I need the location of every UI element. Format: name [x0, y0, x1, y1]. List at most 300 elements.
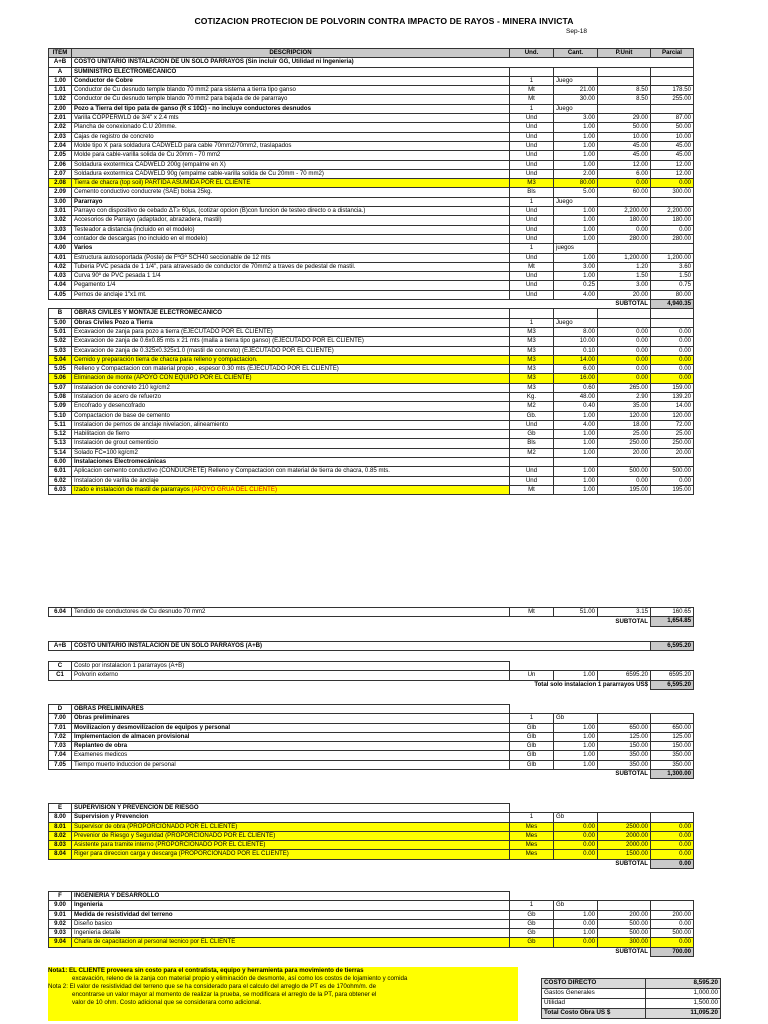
item-unit: Und	[510, 225, 554, 234]
table-row	[49, 919, 694, 928]
table-row	[49, 188, 694, 197]
item-quantity: 1.00	[554, 411, 598, 420]
item-number: 2.02	[49, 123, 72, 132]
item-description: Prevenior de Riesgo y Seguridad (PROPORCIONADO POR EL CLIENTE)	[72, 831, 510, 840]
item-quantity: 1.00	[554, 272, 598, 281]
item-partial: 178.50	[651, 86, 694, 95]
item-partial	[651, 714, 694, 723]
quote-table-e	[48, 803, 694, 869]
item-unit-price: 2500.00	[598, 822, 651, 831]
table-row	[49, 123, 694, 132]
item-unit: Bls	[510, 188, 554, 197]
item-number: 7.05	[49, 760, 72, 769]
table-row	[49, 67, 694, 76]
item-unit-price: 12.00	[598, 160, 651, 169]
note-line: encontrarse un valor mayor al momento de realizar la prueba, se modificara el arreglo de la PT, para obtener el	[72, 991, 377, 999]
table-row	[49, 392, 694, 401]
item-quantity: 51.00	[554, 608, 598, 617]
item-quantity: 3.00	[554, 114, 598, 123]
table-row	[49, 608, 694, 617]
total-value: 6,595.20	[651, 680, 694, 689]
item-description: Ingenieria	[72, 901, 510, 910]
item-partial: 87.00	[651, 114, 694, 123]
item-quantity: 0.00	[554, 938, 598, 947]
item-partial: 72.00	[651, 420, 694, 429]
item-partial: 50.00	[651, 123, 694, 132]
total-label: Total solo instalacion 1 pararrayos US$	[534, 680, 648, 688]
item-description: Testeador a distancia (incluido en el modelo)	[72, 225, 510, 234]
subtotal-value: 1,654.85	[651, 617, 694, 626]
item-unit-price: 45.00	[598, 151, 651, 160]
item-unit-price: 20.00	[598, 290, 651, 299]
table-row	[49, 439, 694, 448]
item-unit-price: 650.00	[598, 723, 651, 732]
item-quantity: Juego	[554, 104, 598, 113]
item-quantity: 16.00	[554, 374, 598, 383]
item-partial	[651, 67, 694, 76]
item-quantity: Juego	[554, 76, 598, 85]
item-description: Pararrayo	[72, 197, 510, 206]
item-number: 9.03	[49, 929, 72, 938]
spacer	[49, 770, 598, 779]
item-partial	[651, 244, 694, 253]
item-quantity: 1.00	[554, 225, 598, 234]
item-unit-price: 60.00	[598, 188, 651, 197]
item-description: Obras Civiles Pozo a Tierra	[72, 318, 510, 327]
table-row	[49, 485, 694, 494]
note-line: Nota1: EL CLIENTE proveera sin costo para el contratista, equipo y herramienta para movimiento de tierras	[48, 967, 364, 974]
item-unit: 1	[510, 318, 554, 327]
item-unit-price: 3.15	[598, 608, 651, 617]
item-partial	[651, 901, 694, 910]
subtotal-label: SUBTOTAL	[615, 617, 648, 625]
item-description: Charla de capacitacion al personal tecnico por EL CLIENTE	[72, 938, 510, 947]
item-partial: 0.00	[651, 179, 694, 188]
item-partial	[651, 197, 694, 206]
item-description: Instalacion de pernos de anclaje nivelacion, alineamiento	[72, 420, 510, 429]
item-number: 2.06	[49, 160, 72, 169]
item-unit: 1	[510, 197, 554, 206]
item-number: 6.04	[49, 608, 72, 617]
header-cell: Parcial	[651, 49, 694, 58]
item-partial: 0.00	[651, 346, 694, 355]
subtotal-label: SUBTOTAL	[615, 300, 648, 308]
table-row	[49, 742, 694, 751]
item-unit-price: 2000.00	[598, 841, 651, 850]
item-unit-price: 2,200.00	[598, 207, 651, 216]
item-unit: M3	[510, 327, 554, 336]
item-quantity: 0.00	[554, 841, 598, 850]
item-number: 8.01	[49, 822, 72, 831]
item-unit-price: 195.00	[598, 485, 651, 494]
item-partial: 0.00	[651, 225, 694, 234]
table-row	[49, 831, 694, 840]
item-description: Medida de resistividad del terreno	[72, 910, 510, 919]
item-description: Relleno y Compactacion con material propio , espesor 0.30 mts (EJECUTADO POR EL CLIENTE)	[72, 365, 510, 374]
item-number: 1.02	[49, 95, 72, 104]
quote-table-d	[48, 704, 694, 779]
item-description: Instalacion de varilla de anclaje	[72, 476, 510, 485]
item-number: C1	[49, 671, 72, 680]
item-number: 2.03	[49, 132, 72, 141]
table-row	[49, 262, 694, 271]
table-row	[49, 430, 694, 439]
item-quantity: juegos	[554, 244, 598, 253]
item-number: 1.00	[49, 76, 72, 85]
item-quantity: 1.00	[554, 141, 598, 150]
spacer	[49, 947, 598, 956]
item-unit: Und	[510, 216, 554, 225]
item-number: 9.00	[49, 901, 72, 910]
item-partial: 2,200.00	[651, 207, 694, 216]
subtotal-label: SUBTOTAL	[615, 948, 648, 956]
item-number: 6.00	[49, 458, 72, 467]
item-number: 4.04	[49, 281, 72, 290]
item-description: OBRAS CIVILES Y MONTAJE ELECTROMECANICO	[72, 309, 510, 318]
item-number: 7.04	[49, 751, 72, 760]
item-unit-price: 8.50	[598, 95, 651, 104]
summary-value: 1,000.00	[646, 989, 721, 999]
item-unit-price: 2000.00	[598, 831, 651, 840]
item-unit: Gb	[510, 938, 554, 947]
item-unit-price	[598, 901, 651, 910]
item-partial: 120.00	[651, 411, 694, 420]
item-number: 6.01	[49, 467, 72, 476]
item-unit: Und	[510, 141, 554, 150]
item-unit-price: 8.50	[598, 86, 651, 95]
item-unit-price: 45.00	[598, 141, 651, 150]
item-description: Conductor de Cu desnudo temple blando 70 mm2 para bajada de de pararrayo	[72, 95, 510, 104]
item-unit-price	[598, 197, 651, 206]
item-quantity	[554, 309, 598, 318]
item-unit: Und	[510, 420, 554, 429]
item-partial: 6,595.20	[651, 642, 694, 651]
table-row	[49, 714, 694, 723]
total-row	[49, 680, 694, 689]
item-partial: 1.50	[651, 272, 694, 281]
item-description: Tendido de conductores de Cu desnudo 70 mm2	[72, 608, 510, 617]
item-unit-price: 10.00	[598, 132, 651, 141]
item-description: Habilitacion de fierro	[72, 430, 510, 439]
quote-table-c	[48, 661, 694, 690]
item-unit-price: 250.00	[598, 439, 651, 448]
item-partial: 500.00	[651, 929, 694, 938]
item-unit-price	[598, 813, 651, 822]
table-row	[49, 929, 694, 938]
table-row	[49, 132, 694, 141]
item-unit-price	[598, 309, 651, 318]
spacer	[49, 617, 598, 626]
table-row	[49, 850, 694, 859]
subtotal-label: SUBTOTAL	[615, 770, 648, 778]
item-unit-price: 150.00	[598, 742, 651, 751]
table-row	[49, 95, 694, 104]
item-unit: Und	[510, 234, 554, 243]
item-description: Supervisor de obra (PROPORCIONADO POR EL CLIENTE)	[72, 822, 510, 831]
item-partial: 125.00	[651, 732, 694, 741]
item-number: 1.01	[49, 86, 72, 95]
item-unit: Bls	[510, 439, 554, 448]
item-unit: Mes	[510, 850, 554, 859]
item-unit: Und	[510, 169, 554, 178]
item-unit: Glb	[510, 732, 554, 741]
item-quantity: 0.10	[554, 346, 598, 355]
item-description: Ingenieria detalle	[72, 929, 510, 938]
item-number: 8.00	[49, 813, 72, 822]
item-description: Varios	[72, 244, 510, 253]
table-row	[49, 458, 694, 467]
subtotal-row	[49, 859, 694, 868]
item-description: Molde tipo X para soldadura CADWELD para cable 70mm2/70mm2, traslapados	[72, 141, 510, 150]
spacer	[510, 804, 694, 813]
item-unit-price: 1.20	[598, 262, 651, 271]
item-quantity: 1.00	[554, 430, 598, 439]
item-quantity: 4.00	[554, 420, 598, 429]
item-description: Tiempo muerto induccion de personal	[72, 760, 510, 769]
table-row	[49, 910, 694, 919]
item-description: Movilizacion y desmovilizacion de equipos y personal	[72, 723, 510, 732]
item-number: 2.04	[49, 141, 72, 150]
section-header-row	[49, 892, 694, 901]
item-unit: Gb	[510, 910, 554, 919]
summary-row	[542, 999, 721, 1009]
item-description: Conductor de Cu desnudo temple blando 70 mm2 para sistema a tierra tipo ganso	[72, 86, 510, 95]
item-description: Compactacion de base de cemento	[72, 411, 510, 420]
item-partial	[651, 76, 694, 85]
item-number: A+B	[49, 642, 72, 651]
table-row	[49, 938, 694, 947]
section-header-row	[49, 662, 694, 671]
item-partial: 0.75	[651, 281, 694, 290]
item-unit: Und	[510, 207, 554, 216]
section-header-row	[49, 705, 694, 714]
item-unit-price	[598, 67, 651, 76]
item-unit: Und	[510, 290, 554, 299]
item-description: Instalaciones Electromecánicas	[72, 458, 510, 467]
item-unit-price: 500.00	[598, 929, 651, 938]
item-quantity: 3.00	[554, 262, 598, 271]
item-unit-price: 200.00	[598, 910, 651, 919]
item-quantity: 1.00	[554, 439, 598, 448]
table-row	[49, 309, 694, 318]
table-row	[49, 253, 694, 262]
item-description: Soldadura exotermica CADWELD 90g (empalme cable-varilla solida de Cu 20mm - 70 mm2)	[72, 169, 510, 178]
item-unit: Und	[510, 476, 554, 485]
item-unit-price	[598, 104, 651, 113]
item-partial: 80.00	[651, 290, 694, 299]
document-title: COTIZACION PROTECION DE POLVORIN CONTRA IMPACTO DE RAYOS - MINERA INVICTA	[194, 16, 574, 26]
item-partial	[651, 813, 694, 822]
item-description: COSTO UNITARIO INSTALACION DE UN SOLO PARRAYOS (Sin incluir GG, Utilidad ni Ingenieria)	[72, 58, 694, 67]
item-number: 5.02	[49, 337, 72, 346]
item-unit: Glb	[510, 760, 554, 769]
section-header-row	[49, 804, 694, 813]
table-row	[49, 337, 694, 346]
table-row	[49, 281, 694, 290]
item-description: Solado FC=100 kg/cm2	[72, 448, 510, 457]
table-row	[49, 58, 694, 67]
table-row	[49, 723, 694, 732]
item-description: Replanteo de obra	[72, 742, 510, 751]
item-unit-price	[598, 458, 651, 467]
item-number: 2.00	[49, 104, 72, 113]
item-number: 4.00	[49, 244, 72, 253]
item-partial: 0.00	[651, 355, 694, 364]
item-unit: Kg.	[510, 392, 554, 401]
note-line: Nota 2: El valor de resistividad del terreno que se ha considerado para el calculo del arreglo de PT es de 170ohm/m. de	[48, 983, 377, 991]
item-partial: 0.00	[651, 841, 694, 850]
subtotal-value: 700.00	[651, 947, 694, 956]
quote-table-f	[48, 891, 694, 957]
summary-label: Gastos Generales	[542, 989, 646, 999]
item-partial: 160.65	[651, 608, 694, 617]
item-description: Curva 90º de PVC pesada 1 1/4	[72, 272, 510, 281]
item-number: 4.01	[49, 253, 72, 262]
item-quantity: Gb	[554, 813, 598, 822]
spacer	[49, 859, 598, 868]
item-unit: Und	[510, 467, 554, 476]
item-number: A+B	[49, 58, 72, 67]
item-unit: Und	[510, 281, 554, 290]
item-number: 5.12	[49, 430, 72, 439]
quote-table-ab-total	[48, 641, 694, 651]
item-partial: 0.00	[651, 938, 694, 947]
item-unit-price: 0.00	[598, 355, 651, 364]
notes-box	[48, 967, 518, 1021]
item-quantity: 1.00	[554, 448, 598, 457]
table-row	[49, 760, 694, 769]
item-description: Excavacion de zanja para pozo a tierra (EJECUTADO POR EL CLIENTE)	[72, 327, 510, 336]
item-partial: 255.00	[651, 95, 694, 104]
item-unit: Glb	[510, 723, 554, 732]
summary-label: Total Costo Obra US $	[542, 1009, 646, 1019]
subtotal-row	[49, 300, 694, 309]
item-unit	[510, 67, 554, 76]
quote-table-ab	[48, 48, 694, 495]
item-partial: 0.00	[651, 374, 694, 383]
item-quantity: 1.00	[554, 723, 598, 732]
section-title: OBRAS PRELIMINARES	[72, 705, 510, 714]
subtotal-label: SUBTOTAL	[615, 860, 648, 868]
item-description: Obras preliminares	[72, 714, 510, 723]
table-row	[49, 225, 694, 234]
item-unit-price: 265.00	[598, 383, 651, 392]
item-unit-price: 0.00	[598, 225, 651, 234]
spacer	[510, 892, 694, 901]
item-description: Pozo a Tierra del tipo pata de ganso (R ≤ 10Ω) - no incluye conductores desnudos	[72, 104, 510, 113]
item-description: Supervision y Prevencion	[72, 813, 510, 822]
item-description: Pernos de anclaje 1"x1 mt.	[72, 290, 510, 299]
table-row	[49, 841, 694, 850]
item-quantity	[554, 67, 598, 76]
item-unit-price	[598, 714, 651, 723]
item-partial: 6595.20	[651, 671, 694, 680]
item-quantity: 1.00	[554, 234, 598, 243]
item-unit	[510, 309, 554, 318]
item-description: Estructura autosoportada (Poste) de FºGº SCH40 seccionable de 12 mts	[72, 253, 510, 262]
item-number: 2.01	[49, 114, 72, 123]
table-row	[49, 402, 694, 411]
item-unit-price: 0.00	[598, 179, 651, 188]
item-quantity: 0.00	[554, 919, 598, 928]
item-unit: 1	[510, 104, 554, 113]
item-description: Examenes medicos	[72, 751, 510, 760]
item-number: 9.04	[49, 938, 72, 947]
item-number: 3.04	[49, 234, 72, 243]
item-partial: 0.00	[651, 476, 694, 485]
item-number: B	[49, 309, 72, 318]
header-cell: DESCRIPCION	[72, 49, 510, 58]
note-line: valor de 10 ohm. Costo adicional que se considerara como adicional.	[72, 999, 262, 1007]
item-partial: 1,200.00	[651, 253, 694, 262]
item-number: 9.01	[49, 910, 72, 919]
item-unit-price: 1,200.00	[598, 253, 651, 262]
item-partial	[651, 458, 694, 467]
table-row	[49, 216, 694, 225]
item-quantity: 80.00	[554, 179, 598, 188]
item-partial	[651, 318, 694, 327]
item-description: Accesorios de Parrayo (adaptador, abrazadera, mastil)	[72, 216, 510, 225]
item-unit-price: 0.00	[598, 476, 651, 485]
item-quantity: 1.00	[554, 132, 598, 141]
item-number: A	[49, 67, 72, 76]
table-row	[49, 448, 694, 457]
item-number: 8.04	[49, 850, 72, 859]
table-row	[49, 732, 694, 741]
table-row	[49, 383, 694, 392]
item-unit: Und	[510, 272, 554, 281]
item-quantity: 1.00	[554, 160, 598, 169]
item-number: 4.02	[49, 262, 72, 271]
item-description: Excavacion de zanja de 0.325x0.325x1.0 (mastil de concreto) (EJECUTADO POR EL CLIENTE)	[72, 346, 510, 355]
item-quantity: Gb	[554, 714, 598, 723]
item-description: Plancha de conexionado C.U 20mme.	[72, 123, 510, 132]
table-row	[49, 901, 694, 910]
item-unit: Und	[510, 253, 554, 262]
item-quantity: 0.40	[554, 402, 598, 411]
item-unit: M3	[510, 337, 554, 346]
item-partial	[651, 104, 694, 113]
item-quantity: 1.00	[554, 485, 598, 494]
subtotal-value: 0.00	[651, 859, 694, 868]
item-quantity: Juego	[554, 197, 598, 206]
item-quantity	[554, 458, 598, 467]
item-partial: 200.00	[651, 910, 694, 919]
item-description: Instalación de grout cementicio	[72, 439, 510, 448]
item-unit: Un	[510, 671, 554, 680]
item-unit-price: 0.00	[598, 365, 651, 374]
item-quantity: 30.00	[554, 95, 598, 104]
item-unit-price: 6595.20	[598, 671, 651, 680]
table-row	[49, 642, 694, 651]
item-description: Riger para direccion carga y descarga (PROPORCIONADO POR EL CLIENTE)	[72, 850, 510, 859]
summary-value: 11,095.20	[646, 1009, 721, 1019]
note-line: excavación, releno de la zanja con material propio y eliminación de desmonte, así como los costos de lojamiento y comida	[72, 975, 408, 983]
item-quantity: 1.00	[554, 123, 598, 132]
item-quantity: 0.00	[554, 822, 598, 831]
subtotal-row	[49, 770, 694, 779]
item-quantity: 1.00	[554, 732, 598, 741]
table-row	[49, 86, 694, 95]
item-partial: 25.00	[651, 430, 694, 439]
item-unit-price: 300.00	[598, 938, 651, 947]
item-number: 7.00	[49, 714, 72, 723]
item-partial: 0.00	[651, 822, 694, 831]
item-quantity: 1.00	[554, 929, 598, 938]
item-number: 3.00	[49, 197, 72, 206]
item-unit: Mt	[510, 95, 554, 104]
summary-value: 8,595.20	[646, 979, 721, 989]
